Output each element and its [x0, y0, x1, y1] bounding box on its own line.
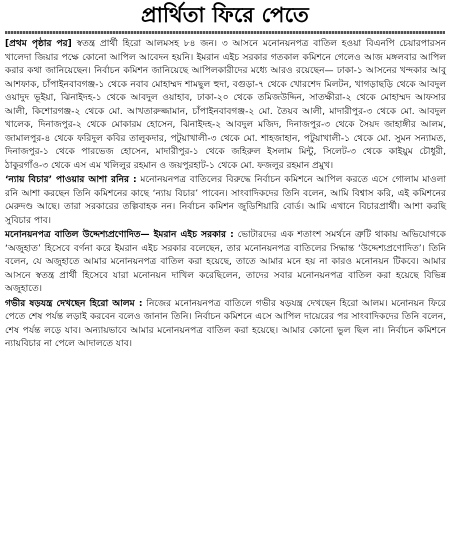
paragraph-text: নিজের মনোনয়নপত্র বাতিলে গভীর ষড়যন্ত্র দেখছেন হিরো আলম। মনোনয়ন ফিরে পেতে শেষ পর্যন্ত লড়াই করবেন বলেও জানান তিনি। নির্বাচন কমিশনে এসে আপিল দায়েরের পর সাংবাদিকদের তিনি বলেন, শেষ পর্যন্ত লড়ে যাব। অন্যায়ভাবে আমার মনোনয়নপত্র বাতিল করা হয়েছে। আমার কোনো ভুল ছিল না। নির্বাচন কমিশনে ন্যায়বিচার না পেলে আদালতে যাব।	[5, 298, 446, 349]
article-body	[5, 38, 446, 353]
subhead-imran: মনোনয়নপত্র বাতিল উদ্দেশ্যপ্রণোদিত— ইমরান এইচ সরকার :	[5, 230, 234, 240]
subhead-hero-alom: গভীর ষড়যন্ত্র দেখছেন হিরো আলম :	[5, 298, 143, 309]
paragraph-text: স্বতন্ত্র প্রার্থী হিরো আলমসহ ৮৪ জন। ৩ আসনে মনোনয়নপত্র বাতিল হওয়া বিএনপি চেয়ারপারসন খালেদা জিয়ার পক্ষে কোনো আপিল আবেদন হয়নি। ইমরান এইচ সরকার গতকাল কমিশনে গেলেও আজ মঙ্গলবার আপিল করার কথা জানিয়েছেন। নির্বাচন কমিশন জানিয়েছে আপিলকারীদের মধ্যে আরও রয়েছেন— ঢাকা-১ আসনের খন্দকার আবু আশফাক, চাঁপাইনবাবগঞ্জ-১ থেকে নবাব মোহাম্মদ শামছুল হুদা, বগুড়া-৭ থেকে খোরশেদ মিলটন, খাগড়াছড়ি থেকে আবদুল ওয়াদুদ ভূইয়া, ঝিনাইদহ-১ থেকে আবদুল ওয়াহাব, ঢাকা-২০ থেকে তমিজউদ্দিন, সাতক্ষীরা-২ থেকে মোহাম্মদ আফসার আলী, কিশোরগঞ্জ-২ থেকে মো. আখতারুজ্জামান, চাঁপাইনবাবগঞ্জ-২ মো. তৈয়ব আলী, মাদারীপুর-৩ থেকে মো. আবদুল খালেক, দিনাজপুর-২ থেকে মোকারম হোসেন, ঝিনাইদহ-২ আবদুল মজিদ, দিনাজপুর-৩ থেকে সৈয়দ জাহাঙ্গীর আলম, জামালপুর-৪ থেকে ফরিদুল কবির তালুকদার, পটুয়াখালী-৩ থেকে মো. শাহজাহান, পটুয়াখালী-১ থেকে মো. সুমন সন্যামত, দিনাজপুর-১ থেকে পারভেজ হোসেন, মাদারীপুর-১ থেকে জহিরুল ইসলাম মিন্টু, সিলেট-৩ থেকে কাইয়ুম চৌধুরী, ঠাকুরগাঁও-৩ থেকে এস এম খলিলুর রহমান ও জয়পুরহাট-১ থেকে মো. ফজলুর রহমান প্রমুখ।	[5, 39, 446, 171]
subhead-rony: ‘ন্যায় বিচার’ পাওয়ার আশা রনির :	[5, 175, 137, 185]
continued-from-label: [প্রথম পৃষ্ঠার পর]	[5, 39, 72, 49]
paragraph-hero-alom	[5, 298, 446, 352]
paragraph-text: ভোটারদের এক শতাংশ সমর্থনে ত্রুটি থাকায় অভিযোগকে ‘অজুহাত’ হিসেবে বর্ণনা করে ইমরান এইচ সরকার বলেছেন, তার মনোনয়নপত্র বাতিলের সিদ্ধান্ত ‘উদ্দেশ্যপ্রণোদিত’। তিনি বলেন, যে অজুহাতে আমার মনোনয়নপত্র বাতিল করা হয়েছে, তাতে আমার মনে হয় না কারও মনোনয়ন টিকবে। আমার আসনে স্বতন্ত্র প্রার্থী হিসেবে যারা মনোনয়ন দাখিল করেছিলেন, তাদের সবার মনোনয়নপত্র বাতিল করা হয়েছে বিভিন্ন অজুহাতে।	[5, 230, 446, 294]
headline-rule	[5, 31, 445, 34]
paragraph-continuation	[5, 38, 446, 173]
headline: প্রার্থিতা ফিরে পেতে	[141, 3, 309, 27]
headline-block	[0, 0, 450, 37]
paragraph-imran	[5, 229, 446, 297]
paragraph-rony	[5, 174, 446, 228]
paragraph-text: মনোনয়নপত্র বাতিলের বিরুদ্ধে নির্বাচন কমিশনে আপিল করতে এসে গোলাম মাওলা রনি আশা করছেন তিনি কমিশনের কাছে ‘ন্যায় বিচার’ পাবেন। সাংবাদিকদের তিনি বলেন, আমি বিশ্বাস করি, এই কমিশনের মেরুদণ্ড আছে। তারা সরকারের তল্পিবাহক নন। নির্বাচন কমিশন জুডিশিয়ারি বোর্ড। আমি এখানে বিচারপ্রার্থী। আশা করছি সুবিচার পাব।	[5, 175, 446, 226]
